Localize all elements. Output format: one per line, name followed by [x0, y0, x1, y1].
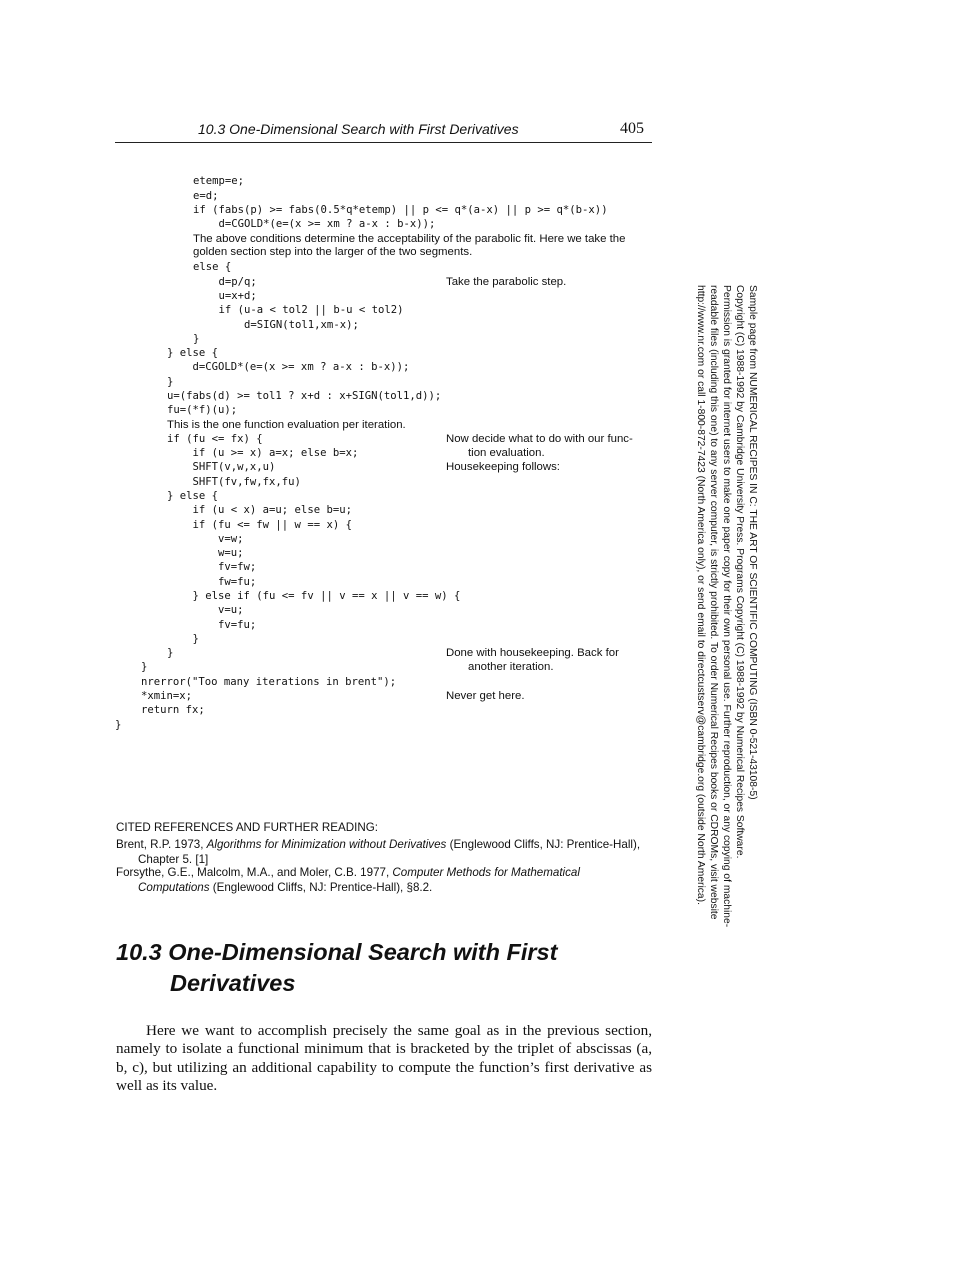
code-line: } [115, 719, 122, 731]
reference-item: Forsythe, G.E., Malcolm, M.A., and Moler, C.B. 1977, Computer Methods for Mathematical Computations (Englewood Cliffs, NJ: Prentice-Hall), §8.2. [116, 866, 580, 894]
margin-note: another iteration. [468, 661, 554, 673]
code-line: d=p/q; [193, 276, 257, 288]
margin-note: Housekeeping follows: [446, 461, 560, 473]
references-heading: CITED REFERENCES AND FURTHER READING: [116, 821, 378, 834]
code-line: *xmin=x; [141, 690, 193, 702]
body-paragraph: Here we want to accomplish precisely the same goal as in the previous section, namely to isolate a functional minimum that is bracketed by the triplet of abscissas (a, b, c), but utilizing an additional capability to compute the function’s first derivative as well as its value. [116, 1022, 652, 1095]
margin-note: Now decide what to do with our func- [446, 433, 633, 445]
code-line: if (fu <= fw || w == x) { [167, 519, 352, 531]
code-line: if (fabs(p) >= fabs(0.5*q*etemp) || p <= q*(a-x) || p >= q*(b-x)) [193, 204, 608, 216]
reference-item: Brent, R.P. 1973, Algorithms for Minimization without Derivatives (Englewood Cliffs, NJ: Prentice-Hall), Chapter 5. [1] [116, 838, 641, 866]
section-title: 10.3 One-Dimensional Search with First Derivatives [116, 939, 558, 996]
code-line: SHFT(v,w,x,u) [167, 461, 276, 473]
code-comment-one-evaluation: This is the one function evaluation per iteration. [167, 419, 406, 431]
code-line: etemp=e; [193, 175, 245, 187]
code-line: } [167, 647, 174, 659]
code-line: if (u-a < tol2 || b-u < tol2) [193, 304, 404, 316]
notice-line: Copyright (C) 1988-1992 by Cambridge University Press. Programs Copyright (C) 1988-1992 by Numerical Recipes Software. [733, 285, 745, 859]
code-line: if (u < x) a=u; else b=u; [167, 504, 352, 516]
code-line: else { [193, 261, 232, 273]
page-number: 405 [620, 120, 644, 137]
margin-note: tion evaluation. [468, 447, 545, 459]
code-line: u=x+d; [193, 290, 257, 302]
code-line: v=w; [167, 533, 244, 545]
copyright-notice [693, 285, 759, 975]
code-line: SHFT(fv,fw,fx,fu) [167, 476, 301, 488]
code-line: d=CGOLD*(e=(x >= xm ? a-x : b-x)); [193, 218, 436, 230]
code-line: } else if (fu <= fv || v == x || v == w) { [167, 590, 461, 602]
margin-note: Never get here. [446, 690, 525, 702]
code-line: if (fu <= fx) { [167, 433, 263, 445]
code-line: nrerror("Too many iterations in brent"); [141, 676, 397, 688]
code-line: d=CGOLD*(e=(x >= xm ? a-x : b-x)); [167, 361, 410, 373]
code-line: } else { [167, 490, 219, 502]
code-line: e=d; [193, 190, 219, 202]
code-line: w=u; [167, 547, 244, 559]
code-line: fu=(*f)(u); [167, 404, 238, 416]
margin-note: Done with housekeeping. Back for [446, 647, 619, 659]
notice-line: Sample page from NUMERICAL RECIPES IN C: THE ART OF SCIENTIFIC COMPUTING (ISBN 0-521-43108-5) [747, 285, 758, 800]
notice-line: readable files (including this one) to any server computer, is strictly prohibited. To order Numerical Recipes books or CDROMs, visit website [707, 285, 719, 920]
notice-line: http://www.nr.com or call 1-800-872-7423 (North America only), or send email to directcustserv@cambridge.org (outside North America). [694, 285, 706, 905]
margin-note: Take the parabolic step. [446, 276, 567, 288]
running-header [115, 120, 652, 143]
code-line: } [167, 633, 199, 645]
code-line: } [141, 661, 148, 673]
code-line: v=u; [167, 604, 244, 616]
code-line: } else { [167, 347, 219, 359]
code-comment-parabolic-check: The above conditions determine the acceptability of the parabolic fit. Here we take the golden section step into the larger of the two segments. [193, 233, 626, 258]
code-line: fv=fu; [167, 619, 257, 631]
notice-line: Permission is granted for internet users to make one paper copy for their own personal use. Further reproduction, or any copying of machine- [720, 285, 732, 928]
code-line: if (u >= x) a=x; else b=x; [167, 447, 359, 459]
code-line: d=SIGN(tol1,xm-x); [193, 319, 359, 331]
code-line: u=(fabs(d) >= tol1 ? x+d : x+SIGN(tol1,d)); [167, 390, 442, 402]
code-line: fw=fu; [167, 576, 257, 588]
code-line: return fx; [141, 704, 205, 716]
code-line: fv=fw; [167, 561, 257, 573]
running-title: 10.3 One-Dimensional Search with First Derivatives [198, 121, 519, 137]
code-line: } [167, 376, 174, 388]
code-line: } [193, 333, 200, 345]
